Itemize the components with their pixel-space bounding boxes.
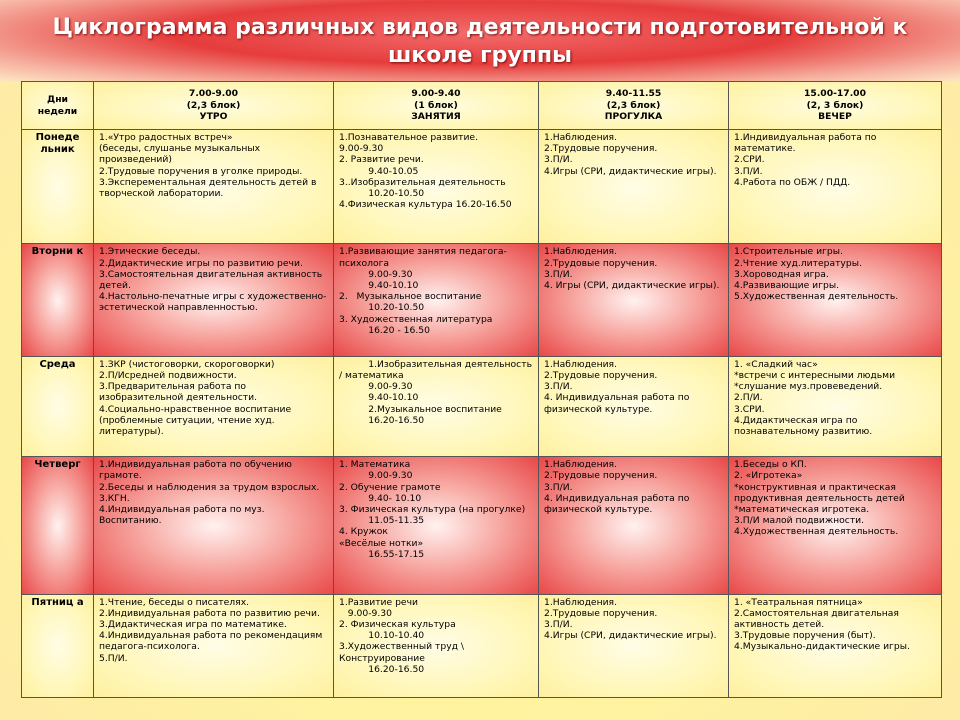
- cell-line: 10.10-10.40: [339, 630, 425, 642]
- cell-line: 3.Дидактическая игра по математике.: [99, 619, 287, 630]
- morning-cell: [94, 130, 334, 244]
- day-cell: Понеде льник: [22, 130, 94, 244]
- evening-cell: [729, 244, 942, 356]
- cell-line: 16.55-17.15: [339, 548, 425, 560]
- evening-cell: [729, 594, 942, 697]
- cell-line: 3.П/И малой подвижности.: [734, 515, 865, 527]
- cell-line: 1.Беседы о КП.: [734, 459, 807, 471]
- cell-line: 1.Наблюдения.: [544, 132, 618, 143]
- cell-line: 4. Индивидуальная работа по физической культуре.: [544, 392, 693, 415]
- cell-line: 16.20-16.50: [339, 414, 425, 426]
- morning-cell: [94, 457, 334, 594]
- morning-cell: [94, 594, 334, 697]
- cell-line: 3.Эксперементальная деятельность детей в творческой лаборатории.: [99, 176, 320, 200]
- walk-cell: [539, 457, 729, 594]
- cell-line: 2.Трудовые поручения.: [544, 257, 658, 269]
- cell-line: 4.Художественная деятельность.: [734, 526, 899, 538]
- cell-line: 1.«Утро радостных встреч»: [99, 132, 233, 143]
- cell-line: 3.П/И.: [544, 381, 573, 393]
- cell-line: 1.Индивидуальная работа по обучению грамоте.: [99, 459, 295, 482]
- cell-line: 1.Наблюдения.: [544, 358, 618, 370]
- cell-line: 1. «Сладкий час»: [734, 358, 818, 370]
- schedule-table: [21, 81, 942, 698]
- column-header-evening: 15.00-17.00 (2, 3 блок) ВЕЧЕР: [729, 82, 942, 130]
- cell-line: 3. Физическая культура (на прогулке): [339, 503, 526, 515]
- cell-line: 9.40-10.05: [339, 165, 419, 177]
- cell-line: 4.Социально-нравственное воспитание (проблемные ситуации, чтение худ. литературы).: [99, 403, 295, 437]
- cell-line: 2.П/Исредней подвижности.: [99, 369, 237, 381]
- cell-line: 2.Трудовые поручения.: [544, 607, 658, 619]
- lessons-cell: [334, 244, 539, 356]
- cell-line: 2.Музыкальное воспитание: [339, 403, 502, 415]
- cell-line: 4.Настольно-печатные игры с художественно-эстетической направленностью.: [99, 291, 327, 314]
- cell-line: 9.40- 10.10: [339, 492, 422, 504]
- cell-line: «Весёлые нотки»: [339, 537, 424, 549]
- morning-cell: [94, 356, 334, 456]
- cell-line: 1.Наблюдения.: [544, 596, 618, 608]
- table-row: [22, 244, 942, 356]
- morning-cell: [94, 244, 334, 356]
- day-cell: Среда: [22, 356, 94, 456]
- cell-line: 3.Художественный труд \ Конструирование: [339, 641, 467, 664]
- cell-line: 10.20-10.50: [339, 302, 425, 314]
- cell-line: 10.20-10.50: [339, 188, 425, 200]
- cell-line: 1.Индивидуальная работа по математике.: [734, 132, 880, 155]
- cell-line: 3.Предварительная работа по изобразительной деятельности.: [99, 381, 258, 404]
- cell-line: 4.Развивающие игры.: [734, 280, 839, 291]
- cell-line: 3.П/И.: [544, 154, 573, 166]
- cell-line: 2. «Игротека»: [734, 470, 803, 482]
- cell-line: 1.Наблюдения.: [544, 459, 618, 471]
- cell-line: 11.05-11.35: [339, 515, 425, 527]
- cell-line: 2.Индивидуальная работа по развитию речи.: [99, 607, 320, 619]
- day-cell: Четверг: [22, 457, 94, 594]
- cell-line: 16.20-16.50: [339, 663, 425, 675]
- cell-line: 4.Индивидуальная работа по муз. Воспитанию.: [99, 503, 268, 527]
- cell-line: 2. Развитие речи.: [339, 154, 424, 166]
- cell-line: *слушание муз.провеведений.: [734, 381, 883, 393]
- cell-line: 4.Физическая культура 16.20-16.50: [339, 199, 512, 211]
- cell-line: 1.Развитие речи: [339, 596, 418, 608]
- cell-line: 3.П/И.: [544, 481, 573, 493]
- table-row: [22, 457, 942, 594]
- cell-line: 4.Работа по ОБЖ / ПДД.: [734, 176, 851, 188]
- cell-line: 2.Дидактические игры по развитию речи.: [99, 257, 303, 269]
- cell-line: 2. Обучение грамоте: [339, 481, 441, 493]
- days-header: Дни недели: [22, 82, 94, 130]
- cell-line: 1.Изобразительная деятельность / математика: [339, 358, 535, 381]
- column-header-morning: 7.00-9.00 (2,3 блок) УТРО: [94, 82, 334, 130]
- cell-line: 4.Музыкально-дидактические игры.: [734, 641, 910, 653]
- cell-line: 2.Самостоятельная двигательная активность детей.: [734, 607, 902, 630]
- table-row: [22, 130, 942, 244]
- cell-line: 1.Наблюдения.: [544, 246, 618, 258]
- cell-line: 9.00-9.30: [339, 607, 392, 619]
- cell-line: 1.Этические беседы.: [99, 246, 201, 258]
- cell-line: 1.Развивающие занятия педагога-психолога: [339, 246, 507, 269]
- walk-cell: [539, 130, 729, 244]
- cell-line: 2.Трудовые поручения.: [544, 369, 658, 381]
- cell-line: 2. Музыкальное воспитание: [339, 291, 482, 303]
- cell-line: 2.Трудовые поручения в уголке природы.: [99, 165, 303, 177]
- cell-line: 2.Чтение худ.литературы.: [734, 257, 862, 269]
- lessons-cell: [334, 356, 539, 456]
- evening-cell: [729, 356, 942, 456]
- table-row: [22, 356, 942, 456]
- cell-line: 1.ЗКР (чистоговорки, скороговорки): [99, 358, 275, 370]
- cell-line: 1.Чтение, беседы о писателях.: [99, 596, 250, 608]
- lessons-cell: [334, 457, 539, 594]
- cell-line: 2.Трудовые поручения.: [544, 143, 658, 155]
- cell-line: 4.Дидактическая игра по познавательному развитию.: [734, 414, 873, 437]
- cell-line: 9.00-9.30: [339, 470, 413, 482]
- cell-line: 3.П/И.: [544, 268, 573, 280]
- evening-cell: [729, 130, 942, 244]
- cell-line: 4.Игры (СРИ, дидактические игры).: [544, 630, 717, 642]
- cell-line: 4.Игры (СРИ, дидактические игры).: [544, 165, 717, 177]
- cell-line: 2.П/И.: [734, 392, 763, 404]
- cell-line: 2.СРИ.: [734, 154, 765, 166]
- cell-line: 9.00-9.30: [339, 143, 384, 155]
- evening-cell: [729, 457, 942, 594]
- cell-line: 3. Художественная литература: [339, 313, 493, 325]
- cell-line: *математическая игротека.: [734, 503, 870, 515]
- walk-cell: [539, 244, 729, 356]
- cell-line: 2. Физическая культура: [339, 619, 456, 630]
- walk-cell: [539, 356, 729, 456]
- cell-line: 4. Кружок: [339, 526, 388, 538]
- cell-line: 3.КГН.: [99, 492, 130, 504]
- lessons-cell: [334, 130, 539, 244]
- column-header-walk: 9.40-11.55 (2,3 блок) ПРОГУЛКА: [539, 82, 729, 130]
- cell-line: 5.Художественная деятельность.: [734, 291, 899, 303]
- cell-line: 9.00-9.30: [339, 268, 413, 280]
- cell-line: 9.40-10.10: [339, 280, 419, 291]
- cell-line: 3.Хороводная игра.: [734, 268, 829, 280]
- cell-line: 3.Самостоятельная двигательная активность детей.: [99, 268, 326, 291]
- day-cell: Вторни к: [22, 244, 94, 356]
- cell-line: 1.Строительные игры.: [734, 246, 843, 258]
- cell-line: 1. Математика: [339, 459, 411, 471]
- table-row: [22, 594, 942, 697]
- cell-line: 9.00-9.30: [339, 381, 413, 393]
- cell-line: 1.Познавательное развитие.: [339, 132, 478, 143]
- cell-line: 1. «Театральная пятница»: [734, 596, 863, 608]
- cell-line: 3.СРИ.: [734, 403, 765, 415]
- cell-line: 3.П/И.: [544, 619, 573, 630]
- cell-line: *конструктивная и практическая продуктивная деятельность детей: [734, 481, 905, 504]
- column-header-lessons: 9.00-9.40 (1 блок) ЗАНЯТИЯ: [334, 82, 539, 130]
- cell-line: 4.Индивидуальная работа по рекомендациям педагога-психолога.: [99, 630, 326, 653]
- cell-line: 2.Беседы и наблюдения за трудом взрослых.: [99, 481, 320, 493]
- page-title: Циклограмма различных видов деятельности подготовительной к школе группы: [52, 15, 908, 68]
- cell-line: (беседы, слушанье музыкальных произведений): [99, 143, 264, 166]
- cell-line: 2.Трудовые поручения.: [544, 470, 658, 482]
- cell-line: *встречи с интересными людьми: [734, 369, 896, 381]
- cell-line: 4. Игры (СРИ, дидактические игры).: [544, 280, 720, 291]
- cell-line: 3.Трудовые поручения (быт).: [734, 630, 876, 642]
- lessons-cell: [334, 594, 539, 697]
- cell-line: 4. Индивидуальная работа по физической культуре.: [544, 492, 693, 515]
- walk-cell: [539, 594, 729, 697]
- day-cell: Пятниц а: [22, 594, 94, 697]
- cell-line: 3..Изобразительная деятельность: [339, 176, 506, 188]
- cell-line: 16.20 - 16.50: [339, 324, 430, 336]
- cell-line: 5.П/И.: [99, 652, 128, 664]
- cell-line: 3.П/И.: [734, 165, 763, 177]
- cell-line: 9.40-10.10: [339, 392, 419, 404]
- header-row: [22, 82, 942, 130]
